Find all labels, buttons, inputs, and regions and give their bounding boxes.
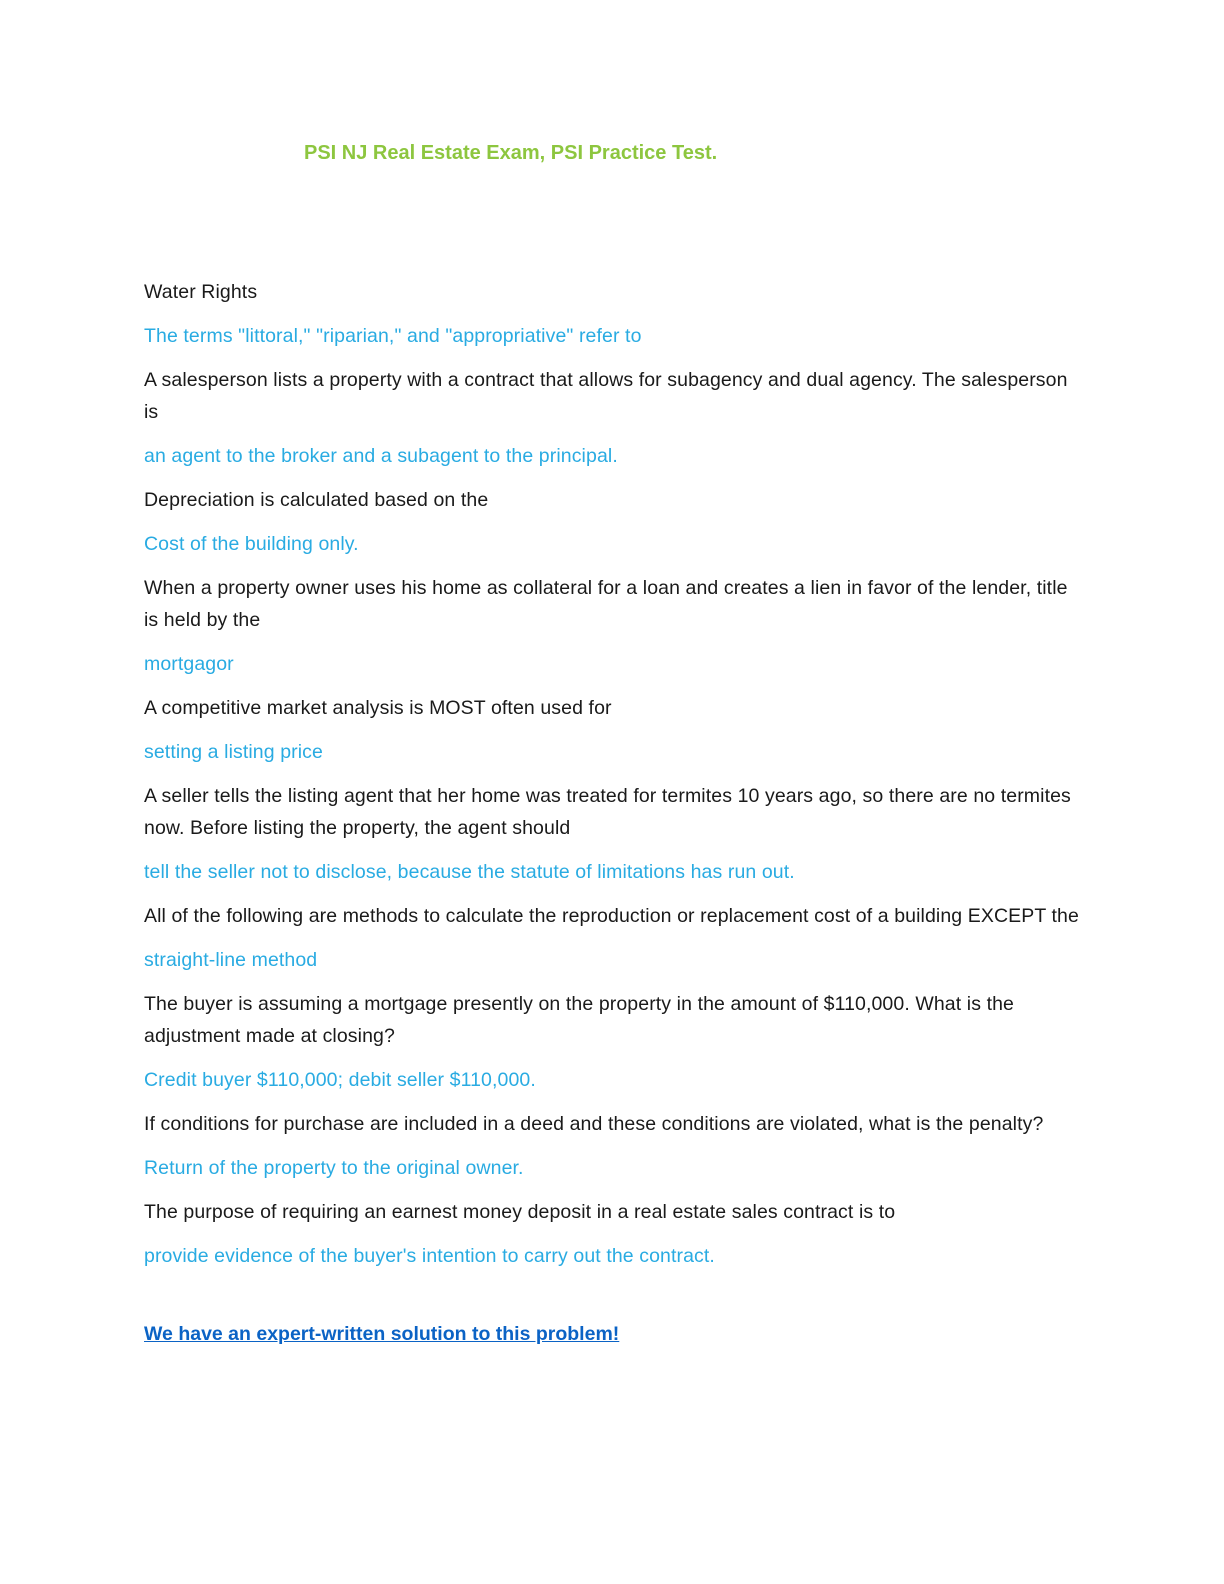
question-text: The buyer is assuming a mortgage presently on the property in the amount of $110,000. What is the adjustment made at closing?: [144, 993, 1014, 1047]
expert-solution-link[interactable]: We have an expert-written solution to this problem!: [144, 1323, 620, 1345]
question-text: A seller tells the listing agent that her home was treated for termites 10 years ago, so there are no termites now. Before listing the property, the agent should: [144, 785, 1071, 839]
answer-text: Return of the property to the original owner.: [144, 1157, 524, 1179]
answer-text: straight-line method: [144, 949, 318, 971]
question-text: Water Rights: [144, 281, 258, 303]
question-text: A competitive market analysis is MOST often used for: [144, 697, 612, 719]
question-text: When a property owner uses his home as collateral for a loan and creates a lien in favor of the lender, title is held by the: [144, 577, 1068, 631]
answer-text: Credit buyer $110,000; debit seller $110,000.: [144, 1069, 536, 1091]
question-text: All of the following are methods to calculate the reproduction or replacement cost of a building EXCEPT the: [144, 905, 1079, 927]
answer-text: tell the seller not to disclose, because the statute of limitations has run out.: [144, 861, 795, 883]
answer-text: an agent to the broker and a subagent to the principal.: [144, 445, 618, 467]
answer-text: setting a listing price: [144, 741, 323, 763]
question-text: Depreciation is calculated based on the: [144, 489, 489, 511]
answer-text: Cost of the building only.: [144, 533, 359, 555]
question-text: A salesperson lists a property with a contract that allows for subagency and dual agency. The salesperson is: [144, 369, 1068, 423]
solution-link-row: [144, 1318, 1084, 1350]
card-list: [144, 276, 1084, 1272]
answer-text: provide evidence of the buyer's intention to carry out the contract.: [144, 1245, 715, 1267]
question-text: The purpose of requiring an earnest money deposit in a real estate sales contract is to: [144, 1201, 896, 1223]
page-title: PSI NJ Real Estate Exam, PSI Practice Test.: [304, 142, 718, 164]
answer-text: mortgagor: [144, 653, 234, 675]
answer-text: The terms "littoral," "riparian," and "appropriative" refer to: [144, 325, 642, 347]
question-text: If conditions for purchase are included in a deed and these conditions are violated, what is the penalty?: [144, 1113, 1044, 1135]
